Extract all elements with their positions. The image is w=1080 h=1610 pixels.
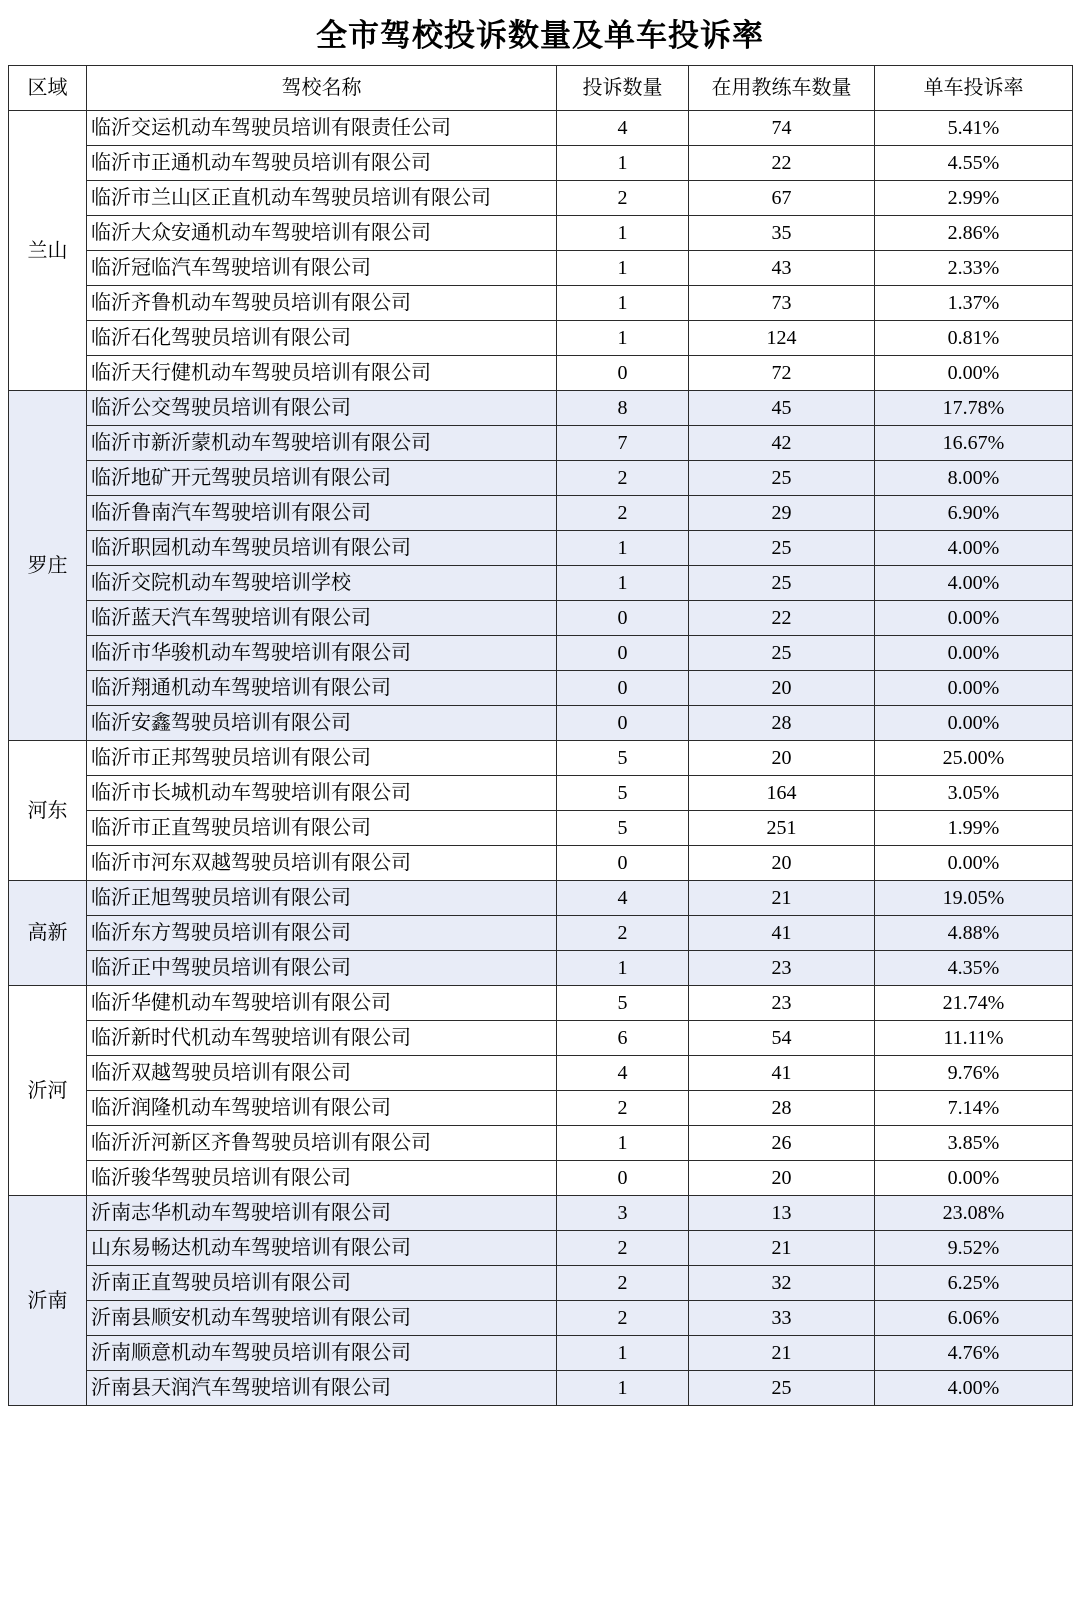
vehicle-count-cell: 28	[689, 1091, 875, 1126]
school-name-cell: 临沂齐鲁机动车驾驶员培训有限公司	[87, 286, 557, 321]
school-name-cell: 临沂冠临汽车驾驶培训有限公司	[87, 251, 557, 286]
table-row	[9, 1301, 1073, 1336]
complaint-rate-cell: 1.99%	[875, 811, 1073, 846]
table-row	[9, 181, 1073, 216]
school-name-cell: 沂南正直驾驶员培训有限公司	[87, 1266, 557, 1301]
vehicle-count-cell: 26	[689, 1126, 875, 1161]
school-name-cell: 临沂蓝天汽车驾驶培训有限公司	[87, 601, 557, 636]
table-row	[9, 286, 1073, 321]
school-name-cell: 临沂市正直驾驶员培训有限公司	[87, 811, 557, 846]
vehicle-count-cell: 33	[689, 1301, 875, 1336]
table-row	[9, 706, 1073, 741]
complaint-rate-cell: 17.78%	[875, 391, 1073, 426]
complaint-count-cell: 1	[557, 1371, 689, 1406]
complaint-rate-cell: 2.33%	[875, 251, 1073, 286]
complaint-count-cell: 0	[557, 846, 689, 881]
table-row	[9, 1371, 1073, 1406]
school-name-cell: 临沂骏华驾驶员培训有限公司	[87, 1161, 557, 1196]
table-row	[9, 1056, 1073, 1091]
vehicle-count-cell: 41	[689, 916, 875, 951]
complaint-count-cell: 0	[557, 1161, 689, 1196]
column-header-complaint-count: 投诉数量	[557, 66, 689, 111]
table-row	[9, 216, 1073, 251]
complaint-rate-cell: 6.25%	[875, 1266, 1073, 1301]
school-name-cell: 临沂交运机动车驾驶员培训有限责任公司	[87, 111, 557, 146]
complaint-rate-cell: 1.37%	[875, 286, 1073, 321]
school-name-cell: 临沂华健机动车驾驶培训有限公司	[87, 986, 557, 1021]
complaint-rate-cell: 0.00%	[875, 706, 1073, 741]
complaint-count-cell: 2	[557, 1301, 689, 1336]
table-row	[9, 146, 1073, 181]
school-name-cell: 临沂地矿开元驾驶员培训有限公司	[87, 461, 557, 496]
complaint-count-cell: 4	[557, 1056, 689, 1091]
table-row	[9, 986, 1073, 1021]
school-name-cell: 临沂沂河新区齐鲁驾驶员培训有限公司	[87, 1126, 557, 1161]
region-cell: 沂河	[9, 986, 87, 1196]
vehicle-count-cell: 20	[689, 846, 875, 881]
complaint-rate-cell: 2.99%	[875, 181, 1073, 216]
complaint-count-cell: 0	[557, 706, 689, 741]
complaint-count-cell: 1	[557, 216, 689, 251]
vehicle-count-cell: 124	[689, 321, 875, 356]
vehicle-count-cell: 73	[689, 286, 875, 321]
vehicle-count-cell: 251	[689, 811, 875, 846]
region-cell: 河东	[9, 741, 87, 881]
complaint-rate-cell: 16.67%	[875, 426, 1073, 461]
table-row	[9, 566, 1073, 601]
complaint-count-cell: 1	[557, 566, 689, 601]
complaint-rate-cell: 0.00%	[875, 356, 1073, 391]
table-row	[9, 111, 1073, 146]
table-row	[9, 531, 1073, 566]
complaint-rate-cell: 6.06%	[875, 1301, 1073, 1336]
vehicle-count-cell: 20	[689, 741, 875, 776]
table-row	[9, 251, 1073, 286]
complaint-rate-cell: 0.81%	[875, 321, 1073, 356]
complaint-rate-cell: 4.00%	[875, 1371, 1073, 1406]
vehicle-count-cell: 21	[689, 881, 875, 916]
vehicle-count-cell: 21	[689, 1336, 875, 1371]
vehicle-count-cell: 25	[689, 636, 875, 671]
table-row	[9, 636, 1073, 671]
table-row	[9, 1161, 1073, 1196]
header-row	[9, 66, 1073, 111]
table-row	[9, 916, 1073, 951]
school-name-cell: 临沂市新沂蒙机动车驾驶培训有限公司	[87, 426, 557, 461]
complaint-rate-cell: 0.00%	[875, 846, 1073, 881]
complaint-rate-cell: 0.00%	[875, 1161, 1073, 1196]
vehicle-count-cell: 35	[689, 216, 875, 251]
complaint-rate-cell: 3.05%	[875, 776, 1073, 811]
school-name-cell: 临沂翔通机动车驾驶培训有限公司	[87, 671, 557, 706]
complaint-count-cell: 1	[557, 321, 689, 356]
school-name-cell: 临沂市华骏机动车驾驶培训有限公司	[87, 636, 557, 671]
table-row	[9, 1021, 1073, 1056]
vehicle-count-cell: 54	[689, 1021, 875, 1056]
table-row	[9, 1196, 1073, 1231]
complaint-count-cell: 2	[557, 1091, 689, 1126]
vehicle-count-cell: 28	[689, 706, 875, 741]
complaint-count-cell: 2	[557, 496, 689, 531]
complaint-count-cell: 2	[557, 1231, 689, 1266]
table-body	[9, 111, 1073, 1406]
school-name-cell: 临沂天行健机动车驾驶员培训有限公司	[87, 356, 557, 391]
complaint-rate-cell: 9.76%	[875, 1056, 1073, 1091]
vehicle-count-cell: 20	[689, 1161, 875, 1196]
complaint-count-cell: 5	[557, 776, 689, 811]
vehicle-count-cell: 43	[689, 251, 875, 286]
complaint-rate-cell: 3.85%	[875, 1126, 1073, 1161]
vehicle-count-cell: 13	[689, 1196, 875, 1231]
complaint-rate-cell: 6.90%	[875, 496, 1073, 531]
complaint-count-cell: 0	[557, 601, 689, 636]
table-row	[9, 811, 1073, 846]
complaint-count-cell: 7	[557, 426, 689, 461]
school-name-cell: 临沂润隆机动车驾驶培训有限公司	[87, 1091, 557, 1126]
school-name-cell: 临沂新时代机动车驾驶培训有限公司	[87, 1021, 557, 1056]
complaint-rate-cell: 4.55%	[875, 146, 1073, 181]
complaint-count-cell: 5	[557, 741, 689, 776]
complaint-count-cell: 1	[557, 286, 689, 321]
vehicle-count-cell: 25	[689, 566, 875, 601]
table-row	[9, 951, 1073, 986]
vehicle-count-cell: 74	[689, 111, 875, 146]
complaint-rate-cell: 4.76%	[875, 1336, 1073, 1371]
table-row	[9, 1336, 1073, 1371]
complaint-rate-cell: 19.05%	[875, 881, 1073, 916]
school-name-cell: 沂南县天润汽车驾驶培训有限公司	[87, 1371, 557, 1406]
complaint-count-cell: 6	[557, 1021, 689, 1056]
school-name-cell: 临沂市正通机动车驾驶员培训有限公司	[87, 146, 557, 181]
complaint-count-cell: 1	[557, 951, 689, 986]
school-name-cell: 临沂正中驾驶员培训有限公司	[87, 951, 557, 986]
vehicle-count-cell: 45	[689, 391, 875, 426]
complaint-count-cell: 1	[557, 1336, 689, 1371]
school-name-cell: 沂南县顺安机动车驾驶培训有限公司	[87, 1301, 557, 1336]
complaint-count-cell: 4	[557, 111, 689, 146]
school-name-cell: 临沂安鑫驾驶员培训有限公司	[87, 706, 557, 741]
school-name-cell: 临沂大众安通机动车驾驶培训有限公司	[87, 216, 557, 251]
table-row	[9, 1091, 1073, 1126]
complaint-rate-cell: 8.00%	[875, 461, 1073, 496]
complaint-count-cell: 3	[557, 1196, 689, 1231]
school-name-cell: 沂南顺意机动车驾驶员培训有限公司	[87, 1336, 557, 1371]
table-row	[9, 391, 1073, 426]
vehicle-count-cell: 20	[689, 671, 875, 706]
table-row	[9, 846, 1073, 881]
complaint-count-cell: 0	[557, 671, 689, 706]
table-row	[9, 461, 1073, 496]
table-row	[9, 671, 1073, 706]
school-name-cell: 临沂市正邦驾驶员培训有限公司	[87, 741, 557, 776]
region-cell: 兰山	[9, 111, 87, 391]
vehicle-count-cell: 22	[689, 146, 875, 181]
table-header	[9, 66, 1073, 111]
vehicle-count-cell: 29	[689, 496, 875, 531]
school-name-cell: 临沂市长城机动车驾驶培训有限公司	[87, 776, 557, 811]
school-name-cell: 临沂市兰山区正直机动车驾驶员培训有限公司	[87, 181, 557, 216]
page-title: 全市驾校投诉数量及单车投诉率	[316, 18, 764, 53]
table-row	[9, 356, 1073, 391]
complaint-count-cell: 2	[557, 181, 689, 216]
table-row	[9, 881, 1073, 916]
complaint-count-cell: 2	[557, 916, 689, 951]
vehicle-count-cell: 25	[689, 531, 875, 566]
school-name-cell: 临沂市河东双越驾驶员培训有限公司	[87, 846, 557, 881]
school-name-cell: 临沂双越驾驶员培训有限公司	[87, 1056, 557, 1091]
region-cell: 罗庄	[9, 391, 87, 741]
vehicle-count-cell: 164	[689, 776, 875, 811]
complaint-rate-cell: 25.00%	[875, 741, 1073, 776]
column-header-school-name: 驾校名称	[87, 66, 557, 111]
complaint-rate-cell: 9.52%	[875, 1231, 1073, 1266]
column-header-vehicle-count: 在用教练车数量	[689, 66, 875, 111]
school-name-cell: 沂南志华机动车驾驶培训有限公司	[87, 1196, 557, 1231]
school-name-cell: 山东易畅达机动车驾驶培训有限公司	[87, 1231, 557, 1266]
complaint-count-cell: 5	[557, 811, 689, 846]
complaint-count-cell: 5	[557, 986, 689, 1021]
complaint-rate-cell: 4.00%	[875, 531, 1073, 566]
vehicle-count-cell: 67	[689, 181, 875, 216]
complaint-count-cell: 4	[557, 881, 689, 916]
complaint-count-cell: 2	[557, 461, 689, 496]
vehicle-count-cell: 23	[689, 951, 875, 986]
complaint-count-cell: 0	[557, 636, 689, 671]
vehicle-count-cell: 41	[689, 1056, 875, 1091]
region-cell: 沂南	[9, 1196, 87, 1406]
school-name-cell: 临沂交院机动车驾驶培训学校	[87, 566, 557, 601]
complaint-rate-cell: 21.74%	[875, 986, 1073, 1021]
complaint-count-cell: 1	[557, 146, 689, 181]
table-row	[9, 1231, 1073, 1266]
table-row	[9, 776, 1073, 811]
school-name-cell: 临沂鲁南汽车驾驶培训有限公司	[87, 496, 557, 531]
table-row	[9, 321, 1073, 356]
table-row	[9, 741, 1073, 776]
region-cell: 高新	[9, 881, 87, 986]
vehicle-count-cell: 22	[689, 601, 875, 636]
complaint-rate-cell: 11.11%	[875, 1021, 1073, 1056]
complaint-count-cell: 1	[557, 531, 689, 566]
column-header-rate: 单车投诉率	[875, 66, 1073, 111]
complaint-rate-cell: 0.00%	[875, 671, 1073, 706]
school-name-cell: 临沂正旭驾驶员培训有限公司	[87, 881, 557, 916]
complaint-count-cell: 0	[557, 356, 689, 391]
complaint-count-cell: 1	[557, 251, 689, 286]
vehicle-count-cell: 25	[689, 1371, 875, 1406]
complaint-rate-cell: 0.00%	[875, 636, 1073, 671]
complaint-rate-cell: 0.00%	[875, 601, 1073, 636]
table-row	[9, 426, 1073, 461]
table-row	[9, 1266, 1073, 1301]
vehicle-count-cell: 25	[689, 461, 875, 496]
complaint-count-cell: 1	[557, 1126, 689, 1161]
complaint-rate-cell: 4.88%	[875, 916, 1073, 951]
school-name-cell: 临沂石化驾驶员培训有限公司	[87, 321, 557, 356]
complaint-rate-cell: 7.14%	[875, 1091, 1073, 1126]
school-name-cell: 临沂公交驾驶员培训有限公司	[87, 391, 557, 426]
table-row	[9, 601, 1073, 636]
vehicle-count-cell: 42	[689, 426, 875, 461]
complaints-table	[8, 65, 1073, 1406]
column-header-region: 区域	[9, 66, 87, 111]
complaint-rate-cell: 4.00%	[875, 566, 1073, 601]
complaint-count-cell: 2	[557, 1266, 689, 1301]
vehicle-count-cell: 72	[689, 356, 875, 391]
complaint-rate-cell: 4.35%	[875, 951, 1073, 986]
table-row	[9, 1126, 1073, 1161]
table-row	[9, 496, 1073, 531]
vehicle-count-cell: 32	[689, 1266, 875, 1301]
complaint-rate-cell: 5.41%	[875, 111, 1073, 146]
complaint-rate-cell: 23.08%	[875, 1196, 1073, 1231]
complaint-rate-cell: 2.86%	[875, 216, 1073, 251]
complaint-count-cell: 8	[557, 391, 689, 426]
school-name-cell: 临沂东方驾驶员培训有限公司	[87, 916, 557, 951]
vehicle-count-cell: 23	[689, 986, 875, 1021]
vehicle-count-cell: 21	[689, 1231, 875, 1266]
school-name-cell: 临沂职园机动车驾驶员培训有限公司	[87, 531, 557, 566]
